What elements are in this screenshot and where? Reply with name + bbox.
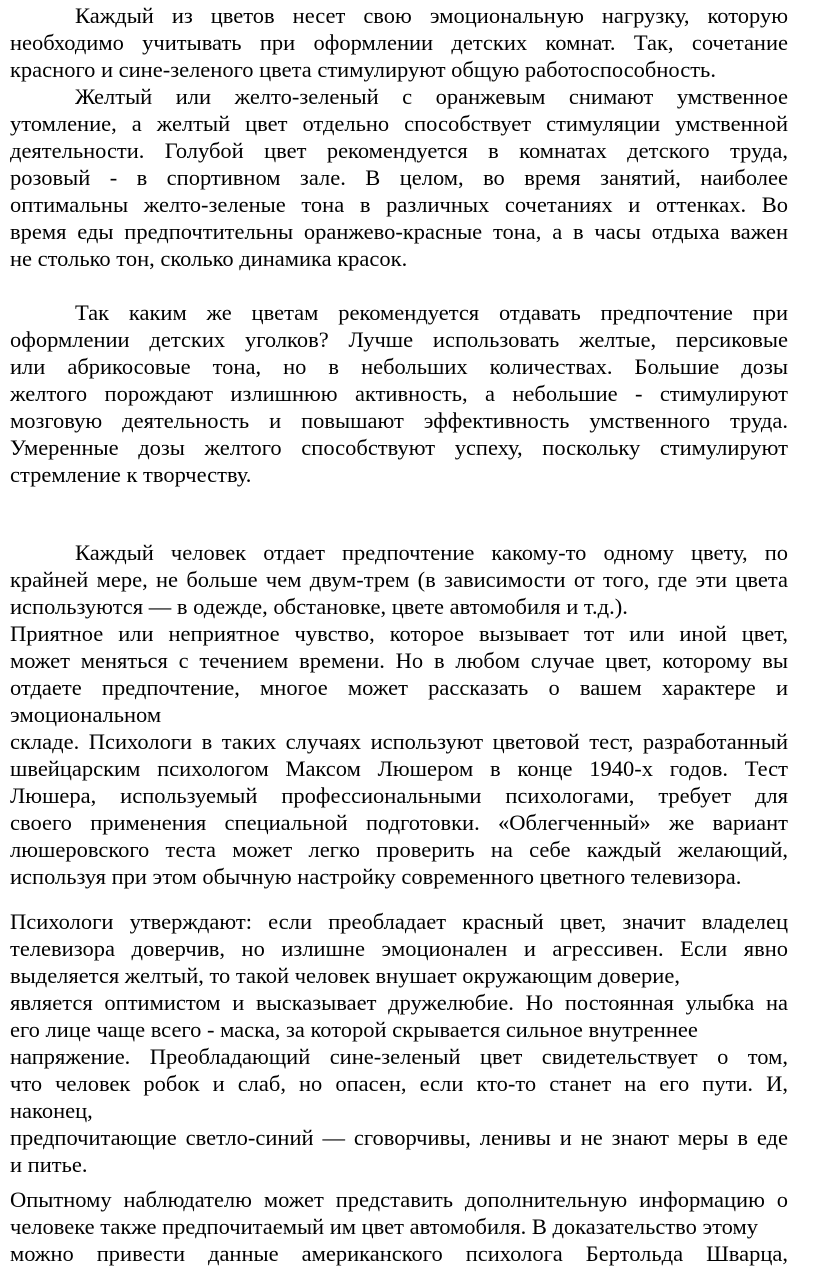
text-line: отдаете предпочтение, многое может рассказать о вашем характере и (10, 675, 788, 700)
text-line: стремление к творчеству. (10, 462, 252, 487)
text-line: складе. Психологи в таких случаях используют цветовой тест, разработанный (10, 729, 788, 754)
text-line: люшеровского теста может легко проверить на себе каждый желающий, (10, 837, 788, 862)
text-line: Люшера, используемый профессиональными психологами, требует для (10, 783, 788, 808)
text-line: розовый - в спортивном зале. В целом, во время занятий, наиболее (10, 165, 788, 190)
text-line: Опытному наблюдателю может представить дополнительную информацию о (10, 1187, 788, 1212)
text-line: швейцарским психологом Максом Люшером в конце 1940-х годов. Тест (10, 756, 788, 781)
text-line: используя при этом обычную настройку современного цветного телевизора. (10, 864, 742, 889)
text-line: или абрикосовые тона, но в небольших количествах. Большие дозы (10, 354, 788, 379)
text-line: крайней мере, не больше чем двум-трем (в зависимости от того, где эти цвета (10, 567, 788, 592)
text-line: Психологи утверждают: если преобладает красный цвет, значит владелец (10, 909, 788, 934)
text-line: Каждый из цветов несет свою эмоциональную нагрузку, которую (75, 3, 788, 28)
text-line: утомление, а желтый цвет отдельно способствует стимуляции умственной (10, 111, 788, 136)
text-line: эмоциональном (10, 702, 162, 727)
text-line: своего применения специальной подготовки. «Облегченный» же вариант (10, 810, 788, 835)
text-line: красного и сине-зеленого цвета стимулируют общую работоспособность. (10, 57, 716, 82)
text-line: мозговую деятельность и повышают эффективность умственного труда. (10, 408, 788, 433)
text-line: телевизора доверчив, но излишне эмоционален и агрессивен. Если явно (10, 936, 788, 961)
text-line: оформлении детских уголков? Лучше использовать желтые, персиковые (10, 327, 788, 352)
text-line: Желтый или желто-зеленый с оранжевым снимают умственное (75, 84, 788, 109)
text-line: наконец, (10, 1098, 93, 1123)
text-line: что человек робок и слаб, но опасен, если кто-то станет на его пути. И, (10, 1071, 788, 1096)
text-line: и питье. (10, 1152, 88, 1177)
text-line: человеке также предпочитаемый им цвет автомобиля. В доказательство этому (10, 1214, 758, 1239)
text-line: Каждый человек отдает предпочтение какому-то одному цвету, по (75, 540, 788, 565)
text-line: его лице чаще всего - маска, за которой скрывается сильное внутреннее (10, 1017, 698, 1042)
text-line: деятельности. Голубой цвет рекомендуется в комнатах детского труда, (10, 138, 788, 163)
text-line: желтого порождают излишнюю активность, а небольшие - стимулируют (10, 381, 788, 406)
text-line: Так каким же цветам рекомендуется отдавать предпочтение при (75, 300, 788, 325)
text-line: необходимо учитывать при оформлении детских комнат. Так, сочетание (10, 30, 788, 55)
text-line: оптимальны желто-зеленые тона в различных сочетаниях и оттенках. Во (10, 192, 788, 217)
text-line: используются — в одежде, обстановке, цвете автомобиля и т.д.). (10, 594, 628, 619)
text-line: Приятное или неприятное чувство, которое вызывает тот или иной цвет, (10, 621, 788, 646)
text-line: можно привести данные американского психолога Бертольда Шварца, (10, 1241, 788, 1266)
text-line: время еды предпочтительны оранжево-красные тона, а в часы отдыха важен (10, 219, 788, 244)
text-line: является оптимистом и высказывает дружелюбие. Но постоянная улыбка на (10, 990, 788, 1015)
text-line: Умеренные дозы желтого способствуют успеху, поскольку стимулируют (10, 435, 788, 460)
text-line: предпочитающие светло-синий — сговорчивы, ленивы и не знают меры в еде (10, 1125, 788, 1150)
text-line: напряжение. Преобладающий сине-зеленый цвет свидетельствует о том, (10, 1044, 788, 1069)
text-line: может меняться с течением времени. Но в любом случае цвет, которому вы (10, 648, 788, 673)
text-line: выделяется желтый, то такой человек внушает окружающим доверие, (10, 963, 680, 988)
text-line: не столько тон, сколько динамика красок. (10, 246, 408, 271)
